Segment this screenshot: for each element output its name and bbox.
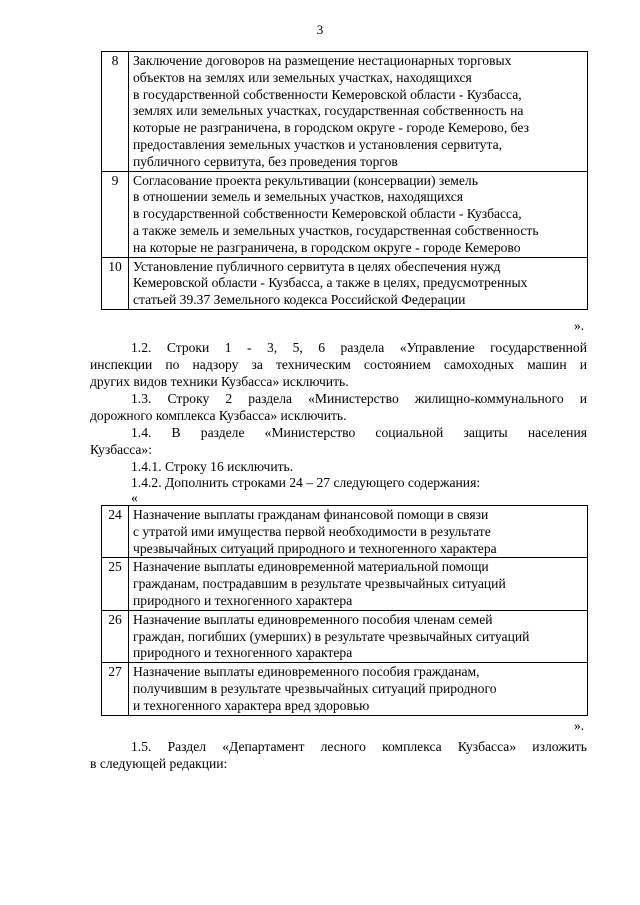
description-line: Согласование проекта рекультивации (консервации) земель bbox=[133, 172, 478, 188]
description-line: в государственной собственности Кемеровской области - Кузбасса, bbox=[133, 206, 522, 222]
page-number: 3 bbox=[316, 22, 324, 37]
description-line: Установление публичного сервитута в целях обеспечения нужд bbox=[133, 258, 501, 274]
paragraph-1-4-line-1: 1.4. В разделе «Министерство социальной защиты населения bbox=[131, 425, 587, 440]
opening-quote: « bbox=[131, 490, 138, 505]
paragraph-1-4-2: 1.4.2. Дополнить строками 24 – 27 следующего содержания: bbox=[131, 475, 481, 490]
description-line: в отношении земель и земельных участков, находящихся bbox=[133, 189, 464, 205]
closing-quote: ». bbox=[574, 318, 585, 333]
description-line: Назначение выплаты единовременной материальной помощи bbox=[133, 559, 489, 575]
service-description bbox=[129, 558, 588, 610]
table-row bbox=[102, 171, 588, 257]
paragraph-1-2-line-1: 1.2. Строки 1 - 3, 5, 6 раздела «Управление государственной bbox=[131, 340, 587, 355]
description-line: землях или земельных участках, государственная собственность на bbox=[133, 103, 524, 119]
description-line: Заключение договоров на размещение нестационарных торговых bbox=[133, 53, 512, 68]
description-line: статьей 39.37 Земельного кодекса Российской Федерации bbox=[133, 292, 466, 308]
description-line: объектов на землях или земельных участках, находящихся bbox=[133, 69, 472, 85]
row-number: 24 bbox=[102, 506, 129, 558]
row-number: 10 bbox=[102, 257, 129, 309]
service-description bbox=[129, 171, 588, 257]
paragraph-1-2-line-2: инспекции по надзору за техническим состоянием самоходных машин и bbox=[90, 357, 587, 372]
description-line: на которые не разграничена, в городском округе - городе Кемерово bbox=[133, 239, 521, 255]
services-table-top bbox=[101, 51, 588, 310]
description-line: и техногенного характера вред здоровью bbox=[133, 697, 370, 713]
paragraph-1-5-line-1: 1.5. Раздел «Департамент лесного комплекса Кузбасса» изложить bbox=[131, 739, 587, 754]
description-line: природного и техногенного характера bbox=[133, 592, 353, 608]
table-row bbox=[102, 506, 588, 558]
service-description bbox=[129, 52, 588, 172]
description-line: публичного сервитута, без проведения торгов bbox=[133, 153, 398, 169]
description-line: получившим в результате чрезвычайных ситуаций природного bbox=[133, 680, 497, 696]
table-row bbox=[102, 610, 588, 662]
description-line: Кемеровской области - Кузбасса, а также в целях, предусмотренных bbox=[133, 275, 528, 291]
paragraph-1-5-line-2: в следующей редакции: bbox=[90, 756, 228, 771]
description-line: а также земель и земельных участков, государственная собственность bbox=[133, 222, 539, 238]
service-description bbox=[129, 506, 588, 558]
service-description bbox=[129, 610, 588, 662]
table-row bbox=[102, 558, 588, 610]
table-row bbox=[102, 257, 588, 309]
description-line: предоставления земельных участков и установления сервитута, bbox=[133, 136, 502, 152]
service-description bbox=[129, 257, 588, 309]
description-line: чрезвычайных ситуаций природного и техногенного характера bbox=[133, 540, 497, 556]
closing-quote-2: ». bbox=[574, 718, 585, 733]
paragraph-1-4-1: 1.4.1. Строку 16 исключить. bbox=[131, 459, 294, 474]
table-top-body bbox=[102, 52, 588, 310]
row-number: 25 bbox=[102, 558, 129, 610]
paragraph-1-3-line-2: дорожного комплекса Кузбасса» исключить. bbox=[90, 408, 347, 423]
table-row bbox=[102, 52, 588, 172]
description-line: гражданам, пострадавшим в результате чрезвычайных ситуаций bbox=[133, 576, 506, 592]
table-bottom-body bbox=[102, 506, 588, 716]
description-line: которые не разграничена, в городском округе - городе Кемерово, без bbox=[133, 120, 529, 136]
services-table-bottom bbox=[101, 505, 588, 716]
description-line: с утратой ими имущества первой необходимости в результате bbox=[133, 523, 491, 539]
row-number: 8 bbox=[102, 52, 129, 172]
table-row bbox=[102, 663, 588, 715]
description-line: граждан, погибших (умерших) в результате чрезвычайных ситуаций bbox=[133, 628, 530, 644]
description-line: Назначение выплаты единовременного пособия гражданам, bbox=[133, 664, 480, 680]
description-line: в государственной собственности Кемеровской области - Кузбасса, bbox=[133, 86, 522, 102]
row-number: 27 bbox=[102, 663, 129, 715]
description-line: Назначение выплаты гражданам финансовой помощи в связи bbox=[133, 507, 489, 522]
row-number: 9 bbox=[102, 171, 129, 257]
description-line: природного и техногенного характера bbox=[133, 645, 353, 661]
paragraph-1-3-line-1: 1.3. Строку 2 раздела «Министерство жилищно-коммунального и bbox=[131, 391, 587, 406]
service-description bbox=[129, 663, 588, 715]
paragraph-1-4-line-2: Кузбасса»: bbox=[90, 442, 153, 457]
row-number: 26 bbox=[102, 610, 129, 662]
paragraph-1-2-line-3: других видов техники Кузбасса» исключить. bbox=[90, 374, 349, 389]
description-line: Назначение выплаты единовременного пособия членам семей bbox=[133, 611, 493, 627]
